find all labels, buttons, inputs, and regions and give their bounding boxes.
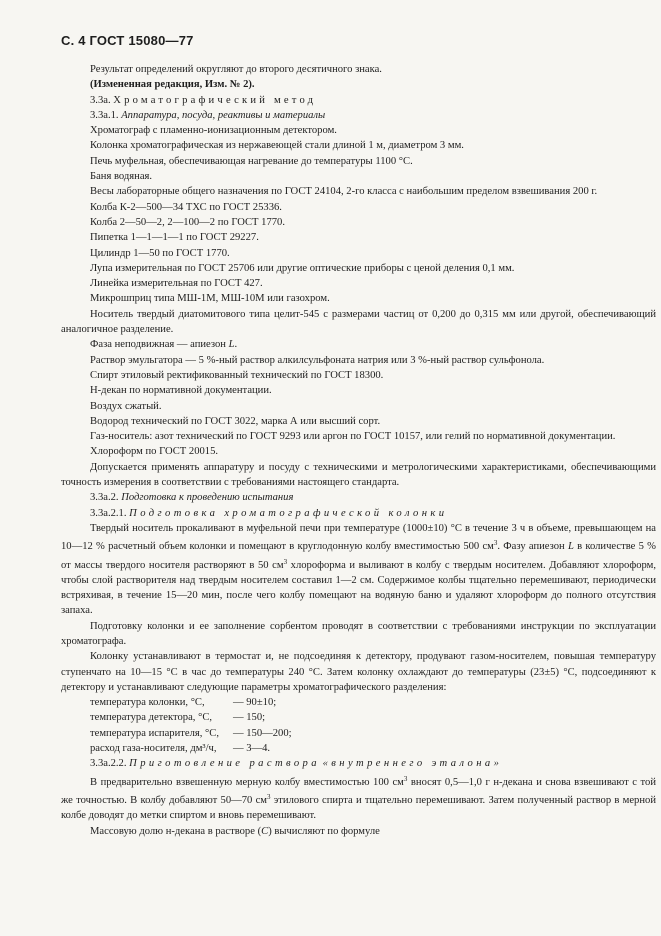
parameter-value: — 150—200; — [233, 727, 292, 739]
subsection-number: 3.3а.2.2. — [90, 758, 127, 770]
superscript: 3 — [283, 557, 288, 566]
document-body — [61, 62, 656, 839]
subsection-title: Аппаратура, посуда, реактивы и материалы — [121, 109, 326, 121]
parameter-label: температура колонки, °С, — [90, 697, 205, 709]
page-header: С. 4 ГОСТ 15080—77 — [61, 33, 194, 48]
parameter-label: температура детектора, °С, — [90, 712, 213, 724]
paragraph: Линейка измерительная по ГОСТ 427. — [90, 278, 263, 290]
paragraph: Н-декан по нормативной документации. — [90, 385, 272, 397]
parameter-row — [90, 710, 656, 725]
subsection-heading — [61, 756, 656, 771]
italic-symbol: С — [261, 825, 269, 837]
parameter-value: — 150; — [233, 712, 266, 724]
superscript: 3 — [267, 792, 271, 801]
paragraph — [61, 824, 656, 839]
parameter-value: — 90±10; — [233, 697, 277, 709]
text-run: этилового спирта и тщательно перемешивают. Затем полученный раствор в мерной колбе доводят до метки спиртом и вновь перемешивают. — [61, 794, 656, 822]
section-heading — [61, 93, 656, 108]
paragraph — [61, 772, 656, 824]
text-run: . — [234, 339, 238, 351]
paragraph: Печь муфельная, обеспечивающая нагревание до температуры 1100 °С. — [90, 155, 413, 167]
italic-symbol: L — [228, 339, 235, 351]
paragraph: Водород технический по ГОСТ 3022, марка А или высший сорт. — [90, 415, 381, 427]
text-run: в количестве 5 % от массы твердого носителя растворяют в 50 см — [61, 541, 656, 571]
paragraph — [61, 337, 656, 352]
subsection-title: Подготовка хроматографической колонки — [129, 507, 448, 519]
text-run: хлороформа и выливают в колбу с твердым носителем. Добавляют хлороформ, чтобы слой растворителя над твердым носителем составил 1—2 см. Содержимое колбы тщательно перемешивают, периодически встряхивая, в течение 15—20 мин, после чего колбу помещают на водяную баню и удаляют хлороформ до полного отсутствия запаха. — [61, 559, 656, 617]
paragraph — [61, 521, 656, 619]
text-run: Массовую долю н-декана в растворе ( — [90, 825, 262, 837]
parameter-row — [90, 726, 656, 741]
subsection-number: 3.3а.2. — [90, 492, 119, 504]
paragraph: Лупа измерительная по ГОСТ 25706 или другие оптические приборы с ценой деления 0,1 мм. — [90, 262, 515, 274]
subsection-number: 3.3а.2.1. — [90, 507, 127, 519]
parameter-label: температура испарителя, °С, — [90, 727, 220, 739]
subsection-heading — [61, 490, 656, 505]
parameter-label: расход газа-носителя, дм³/ч, — [90, 743, 217, 755]
paragraph: Пипетка 1—1—1—1 по ГОСТ 29227. — [90, 232, 259, 244]
text-run: Твердый носитель прокаливают в муфельной печи при температуре (1000±10) °С в течение 3 ч в объеме, превышающем на 10—12 % расчетный объем колонки и помещают в круглодонную колбу вместимостью 500 см — [61, 522, 656, 553]
parameter-row — [90, 695, 656, 710]
paragraph: Хроматограф с пламенно-ионизационным детектором. — [90, 125, 337, 137]
text-run: . Фазу апиезон — [497, 541, 568, 553]
italic-symbol: L — [567, 541, 574, 553]
paragraph: Носитель твердый диатомитового типа целит-545 с размерами частиц от 0,200 до 0,315 мм или другой, обеспечивающий аналогичное разделение. — [61, 308, 656, 336]
subsection-title: «внутреннего эталона» — [322, 758, 503, 770]
subsection-heading — [61, 506, 656, 521]
subsection-title: Приготовление раствора — [129, 758, 320, 770]
text-run: В предварительно взвешенную мерную колбу вместимостью 100 см — [90, 776, 404, 788]
paragraph: Воздух сжатый. — [90, 400, 162, 412]
paragraph: Допускается применять аппаратуру и посуду с техническими и метрологическими характеристиками, обеспечивающими точность измерения в соответствии с требованиями настоящего стандарта. — [61, 461, 656, 489]
text-run: Фаза неподвижная — апиезон — [90, 339, 229, 351]
parameter-list — [61, 695, 656, 756]
parameter-value: — 3—4. — [233, 743, 271, 755]
paragraph: Колонку устанавливают в термостат и, не подсоединяя к детектору, продувают газом-носителем, повышая температуру ступенчато на 10—15 °С в час до температуры 240 °С. Затем колонку охлаждают до температуры (23±5) °С, подсоединяют к детектору и устанавливают следующие параметры хроматографического разделения: — [61, 651, 656, 693]
text-run: вносят 0,5—1,0 г н-декана и снова взвешивают с той же точностью. В колбу добавляют 50—70 см — [61, 776, 656, 806]
paragraph: Баня водяная. — [90, 171, 153, 183]
section-title: Хроматографический метод — [113, 94, 317, 106]
superscript: 3 — [493, 539, 498, 548]
subsection-heading — [61, 108, 656, 123]
subsection-title: Подготовка к проведению испытания — [121, 492, 294, 504]
paragraph: Колба К-2—500—34 ТХС по ГОСТ 25336. — [90, 201, 282, 213]
paragraph: Хлороформ по ГОСТ 20015. — [90, 446, 219, 458]
paragraph: Колба 2—50—2, 2—100—2 по ГОСТ 1770. — [90, 216, 285, 228]
amendment-note: (Измененная редакция, Изм. № 2). — [90, 79, 255, 91]
paragraph: Цилиндр 1—50 по ГОСТ 1770. — [90, 247, 230, 259]
paragraph: Микрошприц типа МШ-1М, МШ-10М или газохром. — [90, 293, 330, 305]
parameter-row — [90, 741, 656, 756]
paragraph: Колонка хроматографическая из нержавеющей стали длиной 1 м, диаметром 3 мм. — [90, 140, 464, 152]
section-number: 3.3а. — [90, 94, 111, 106]
paragraph: Подготовку колонки и ее заполнение сорбентом проводят в соответствии с требованиями инструкции по эксплуатации хроматографа. — [61, 620, 656, 647]
text-run: ) вычисляют по формуле — [268, 825, 380, 837]
paragraph: Результат определений округляют до второго десятичного знака. — [90, 64, 382, 75]
paragraph: Газ-носитель: азот технический по ГОСТ 9293 или аргон по ГОСТ 10157, или гелий по нормативной документации. — [90, 431, 616, 443]
paragraph: Спирт этиловый ректификованный технический по ГОСТ 18300. — [90, 369, 384, 381]
superscript: 3 — [403, 774, 408, 783]
subsection-number: 3.3а.1. — [90, 109, 119, 121]
paragraph: Весы лабораторные общего назначения по ГОСТ 24104, 2-го класса с наибольшим пределом взвешивания 200 г. — [90, 186, 598, 198]
paragraph: Раствор эмульгатора — 5 %-ный раствор алкилсульфоната натрия или 3 %-ный раствор сульфонола. — [90, 354, 545, 366]
